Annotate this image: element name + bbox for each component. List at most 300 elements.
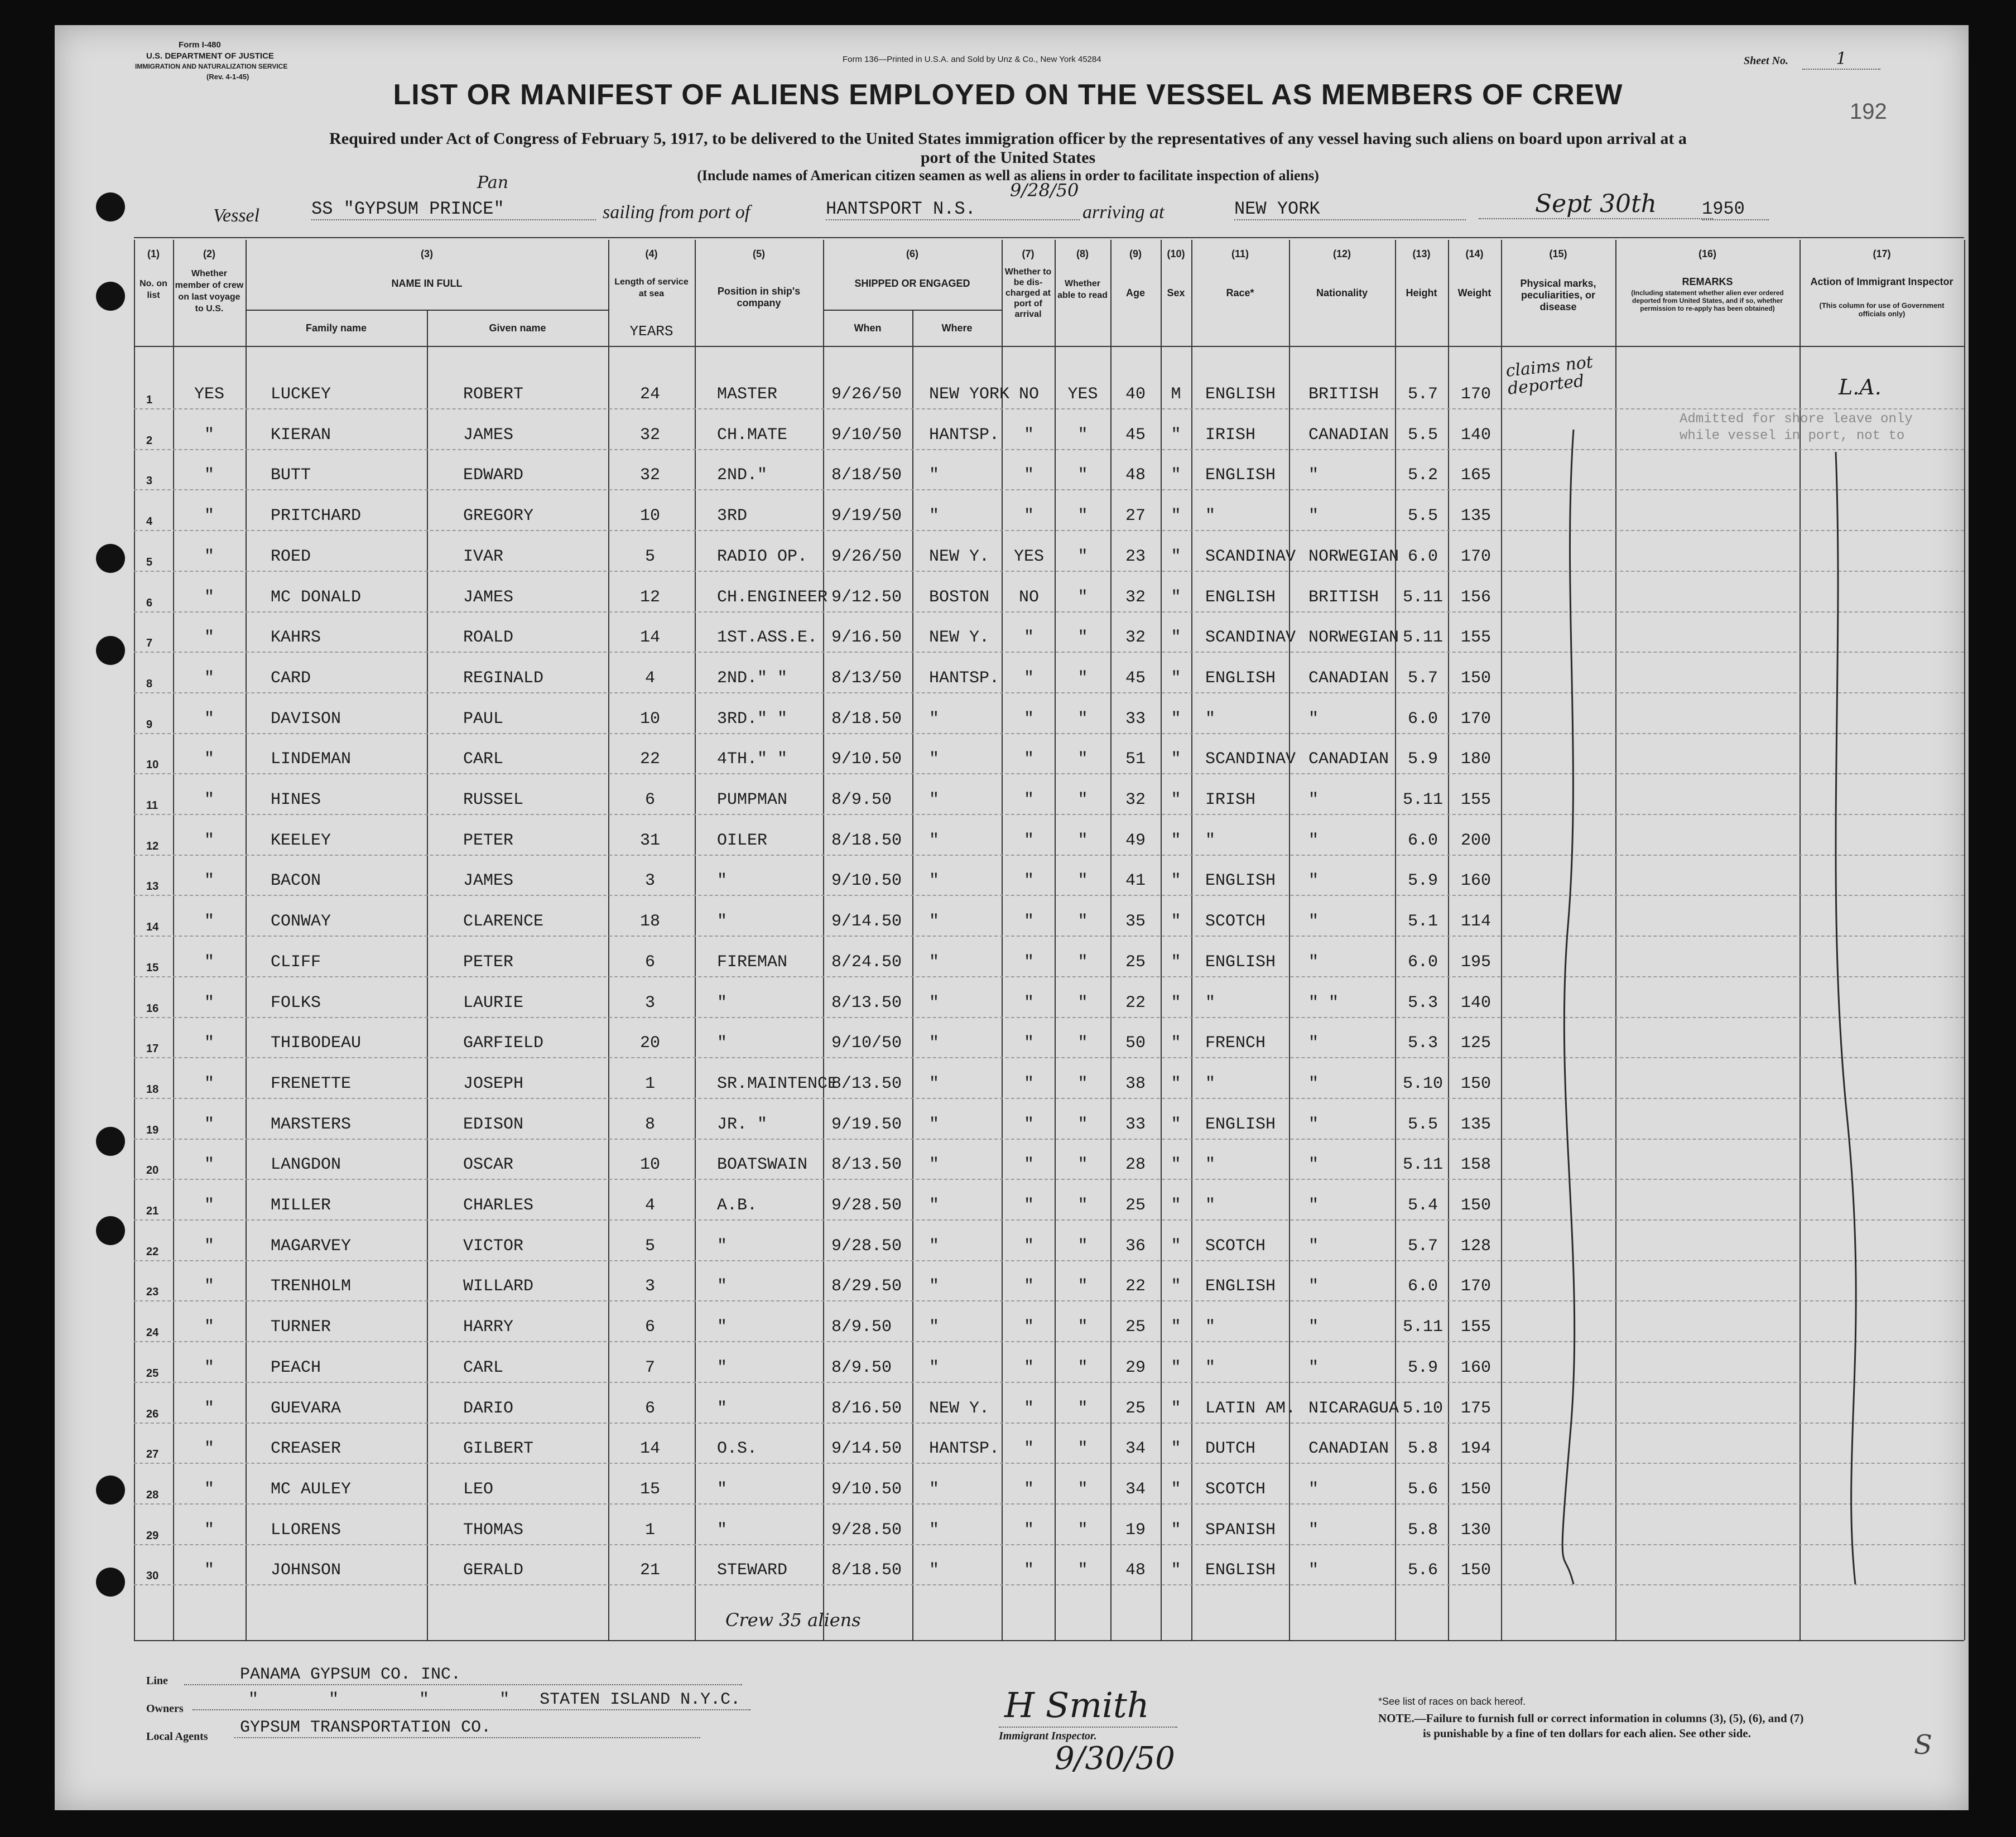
cell-nationality: NORWEGIAN	[1308, 628, 1399, 648]
cell-family: TRENHOLM	[271, 1277, 352, 1296]
cell-sex: "	[1171, 831, 1181, 850]
cell-position: 2ND." "	[717, 668, 788, 688]
cell-weight: 200	[1460, 831, 1491, 850]
cell-prev: "	[204, 1034, 214, 1053]
cell-when: 8/13.50	[831, 1155, 902, 1175]
row-divider	[134, 1463, 1964, 1464]
cell-position: "	[717, 871, 728, 891]
subtitle-2: port of the United States	[920, 148, 1096, 167]
cell-given: REGINALD	[463, 668, 544, 688]
col-header-name: NAME IN FULL	[391, 278, 463, 289]
cell-read: "	[1077, 871, 1088, 891]
cell-height: 6.0	[1407, 952, 1438, 972]
physical-marks-note: claims not deported	[1504, 352, 1594, 399]
cell-race: "	[1205, 1155, 1216, 1175]
page-title: LIST OR MANIFEST OF ALIENS EMPLOYED ON THE VESSEL AS MEMBERS OF CREW	[393, 79, 1623, 111]
cell-where: "	[929, 952, 940, 972]
cell-nationality: " "	[1308, 993, 1339, 1012]
row-divider	[134, 1341, 1964, 1342]
cell-years: 3	[644, 993, 655, 1012]
cell-height: 5.8	[1407, 1439, 1438, 1459]
row-divider	[134, 936, 1964, 937]
cell-years: 5	[644, 1236, 655, 1256]
cell-when: 8/13.50	[831, 1074, 902, 1093]
cell-sex: "	[1171, 1115, 1181, 1134]
cell-nationality: "	[1308, 709, 1319, 729]
vessel-label: Vessel	[213, 205, 260, 226]
row-divider	[134, 1260, 1964, 1261]
cell-sex: "	[1171, 993, 1181, 1012]
cell-when: 9/19.50	[831, 1115, 902, 1134]
cell-years: 6	[644, 1399, 655, 1418]
cell-read: "	[1077, 1196, 1088, 1215]
row-divider	[134, 976, 1964, 977]
cell-years: 14	[639, 1439, 660, 1459]
cell-race: LATIN AM.	[1205, 1399, 1296, 1418]
cell-years: 20	[639, 1034, 660, 1053]
cell-read: "	[1077, 1358, 1088, 1377]
col-number-6: (6)	[906, 248, 918, 259]
cell-where: "	[929, 1318, 940, 1337]
local-agents-value: GYPSUM TRANSPORTATION CO.	[234, 1718, 700, 1738]
cell-when: 8/18.50	[831, 709, 902, 729]
cell-age: 25	[1125, 952, 1146, 972]
row-divider	[134, 1584, 1964, 1585]
cell-position: "	[717, 1399, 728, 1418]
cell-read: "	[1077, 1236, 1088, 1256]
cell-race: "	[1205, 1358, 1216, 1377]
row-number: 7	[146, 637, 153, 650]
cell-years: 6	[644, 790, 655, 809]
cell-position: STEWARD	[717, 1561, 788, 1580]
cell-age: 25	[1125, 1196, 1146, 1215]
cell-height: 5.3	[1407, 1034, 1438, 1053]
cell-weight: 170	[1460, 547, 1491, 566]
cell-discharge: "	[1023, 1074, 1034, 1093]
remarks-stamp-1: Admitted for shore leave only	[1680, 412, 1913, 427]
cell-where: "	[929, 1034, 940, 1053]
cell-sex: "	[1171, 1155, 1181, 1175]
cell-age: 36	[1125, 1236, 1146, 1256]
cell-given: CARL	[463, 1358, 504, 1377]
printer-credit: Form 136—Printed in U.S.A. and Sold by Unz & Co., New York 45284	[843, 55, 1101, 64]
cell-race: SCOTCH	[1205, 1479, 1266, 1499]
cell-where: "	[929, 1561, 940, 1580]
cell-position: 2ND."	[717, 466, 768, 485]
cell-when: 8/16.50	[831, 1399, 902, 1418]
row-number: 9	[146, 718, 153, 731]
cell-prev: "	[204, 1318, 214, 1337]
cell-nationality: CANADIAN	[1308, 1439, 1389, 1459]
cell-weight: 135	[1460, 1115, 1491, 1134]
cell-given: GERALD	[463, 1561, 524, 1580]
row-number: 2	[146, 434, 153, 447]
owners-label: Owners	[146, 1703, 184, 1715]
row-number: 14	[146, 921, 159, 934]
signed-date: 9/30/50	[1055, 1740, 1175, 1777]
cell-age: 34	[1125, 1479, 1146, 1499]
row-number: 1	[146, 394, 153, 406]
cell-read: "	[1077, 507, 1088, 526]
cell-where: "	[929, 466, 940, 485]
cell-height: 5.4	[1407, 1196, 1438, 1215]
cell-height: 5.10	[1402, 1074, 1443, 1093]
cell-given: PETER	[463, 831, 514, 850]
revision: (Rev. 4-1-45)	[206, 73, 249, 81]
row-divider	[134, 1300, 1964, 1301]
cell-prev: "	[204, 750, 214, 769]
cell-nationality: "	[1308, 466, 1319, 485]
punch-hole	[96, 192, 125, 221]
cell-nationality: "	[1308, 1155, 1319, 1175]
cell-height: 6.0	[1407, 1277, 1438, 1296]
cell-given: IVAR	[463, 547, 504, 566]
row-number: 10	[146, 759, 159, 772]
row-divider	[134, 895, 1964, 896]
col-header-family-name: Family name	[305, 322, 367, 334]
cell-given: THOMAS	[463, 1520, 524, 1540]
row-number: 12	[146, 840, 159, 852]
cell-read: "	[1077, 628, 1088, 648]
row-divider	[134, 652, 1964, 653]
cell-where: "	[929, 1236, 940, 1256]
cell-discharge: YES	[1013, 547, 1044, 566]
arriving-label: arriving at	[1082, 202, 1165, 223]
cell-race: ENGLISH	[1205, 952, 1276, 972]
cell-position: CH.MATE	[717, 425, 788, 445]
cell-height: 5.11	[1402, 628, 1443, 648]
cell-age: 45	[1125, 425, 1146, 445]
cell-read: "	[1077, 1318, 1088, 1337]
cell-position: 3RD	[717, 507, 748, 526]
col-number-15: (15)	[1549, 248, 1567, 259]
cell-family: CONWAY	[271, 912, 331, 932]
cell-years: 15	[639, 1479, 660, 1499]
col-number-8: (8)	[1076, 248, 1089, 259]
cell-weight: 150	[1460, 1561, 1491, 1580]
cell-weight: 194	[1460, 1439, 1491, 1459]
cell-race: ENGLISH	[1205, 587, 1276, 607]
cell-discharge: "	[1023, 1196, 1034, 1215]
cell-weight: 114	[1460, 912, 1491, 932]
cell-when: 9/28.50	[831, 1520, 902, 1540]
cell-sex: "	[1171, 1074, 1181, 1093]
row-number: 25	[146, 1367, 159, 1380]
cell-race: ENGLISH	[1205, 466, 1276, 485]
cell-sex: "	[1171, 425, 1181, 445]
cell-age: 49	[1125, 831, 1146, 850]
col-header-physical-marks: Physical marks, peculiarities, or disease	[1520, 278, 1596, 312]
cell-read: "	[1077, 790, 1088, 809]
row-number: 22	[146, 1245, 159, 1258]
cell-years: 1	[644, 1074, 655, 1093]
cell-read: "	[1077, 993, 1088, 1012]
cell-read: "	[1077, 668, 1088, 688]
cell-weight: 170	[1460, 385, 1491, 404]
cell-weight: 140	[1460, 425, 1491, 445]
row-number: 26	[146, 1407, 159, 1420]
cell-nationality: "	[1308, 1479, 1319, 1499]
punch-hole	[96, 636, 125, 665]
cell-race: ENGLISH	[1205, 1277, 1276, 1296]
cell-read: "	[1077, 547, 1088, 566]
cell-years: 4	[644, 1196, 655, 1215]
cell-sex: "	[1171, 1034, 1181, 1053]
cell-age: 38	[1125, 1074, 1146, 1093]
row-divider	[134, 1017, 1964, 1018]
header-bottom-rule	[134, 346, 1964, 347]
cell-given: OSCAR	[463, 1155, 514, 1175]
cell-position: MASTER	[717, 385, 778, 404]
cell-sex: "	[1171, 912, 1181, 932]
cell-sex: M	[1171, 385, 1181, 404]
cell-family: MAGARVEY	[271, 1236, 352, 1256]
cell-read: "	[1077, 1399, 1088, 1418]
cell-sex: "	[1171, 1479, 1181, 1499]
cell-family: MC DONALD	[271, 587, 362, 607]
cell-weight: 150	[1460, 1196, 1491, 1215]
cell-prev: "	[204, 709, 214, 729]
sheet-label: Sheet No.	[1744, 55, 1788, 67]
col-number-9: (9)	[1129, 248, 1142, 259]
cell-given: PETER	[463, 952, 514, 972]
cell-sex: "	[1171, 507, 1181, 526]
cell-given: PAUL	[463, 709, 504, 729]
cell-position: BOATSWAIN	[717, 1155, 808, 1175]
service: IMMIGRATION AND NATURALIZATION SERVICE	[135, 62, 288, 70]
vessel-annotation: Pan	[477, 173, 509, 192]
cell-age: 29	[1125, 1358, 1146, 1377]
cell-read: "	[1077, 1155, 1088, 1175]
cell-weight: 158	[1460, 1155, 1491, 1175]
cell-weight: 140	[1460, 993, 1491, 1012]
cell-weight: 155	[1460, 790, 1491, 809]
cell-position: "	[717, 993, 728, 1012]
cell-nationality: CANADIAN	[1308, 425, 1389, 445]
cell-years: 32	[639, 466, 660, 485]
row-divider	[134, 1179, 1964, 1180]
cell-height: 5.5	[1407, 425, 1438, 445]
remarks-stamp-2: while vessel in port, not to	[1680, 428, 1905, 443]
cell-age: 19	[1125, 1520, 1146, 1540]
cell-weight: 128	[1460, 1236, 1491, 1256]
sailing-date: 9/28/50	[1010, 180, 1079, 201]
cell-read: "	[1077, 425, 1088, 445]
row-divider	[134, 814, 1964, 815]
cell-position: SR.MAINTENCE	[717, 1074, 838, 1093]
cell-discharge: "	[1023, 1034, 1034, 1053]
cell-discharge: "	[1023, 466, 1034, 485]
cell-sex: "	[1171, 1399, 1181, 1418]
cell-where: "	[929, 1155, 940, 1175]
cell-where: BOSTON	[929, 587, 990, 607]
cell-where: "	[929, 507, 940, 526]
cell-years: 10	[639, 1155, 660, 1175]
cell-discharge: "	[1023, 1318, 1034, 1337]
cell-prev: "	[204, 1074, 214, 1093]
cell-years: 4	[644, 668, 655, 688]
cell-read: "	[1077, 831, 1088, 850]
cell-when: 8/13.50	[831, 993, 902, 1012]
cell-years: 6	[644, 1318, 655, 1337]
cell-age: 50	[1125, 1034, 1146, 1053]
cell-race: "	[1205, 1318, 1216, 1337]
cell-given: GARFIELD	[463, 1034, 544, 1053]
cell-where: "	[929, 1115, 940, 1134]
fine-note-1: NOTE.—Failure to furnish full or correct information in columns (3), (5), (6), and (7)	[1378, 1711, 1804, 1725]
cell-discharge: "	[1023, 750, 1034, 769]
punch-hole	[96, 1476, 125, 1505]
cell-discharge: "	[1023, 993, 1034, 1012]
col-number-7: (7)	[1022, 248, 1035, 259]
cell-age: 25	[1125, 1399, 1146, 1418]
cell-race: SCANDINAV	[1205, 547, 1296, 566]
cell-prev: "	[204, 1561, 214, 1580]
cell-nationality: "	[1308, 1196, 1319, 1215]
cell-prev: "	[204, 1479, 214, 1499]
cell-nationality: "	[1308, 1520, 1319, 1540]
cell-discharge: "	[1023, 1561, 1034, 1580]
cell-family: MARSTERS	[271, 1115, 352, 1134]
cell-height: 5.9	[1407, 871, 1438, 891]
cell-years: 24	[639, 385, 660, 404]
cell-position: CH.ENGINEER	[717, 587, 828, 607]
row-divider	[134, 773, 1964, 774]
cell-weight: 155	[1460, 628, 1491, 648]
fine-note-2: is punishable by a fine of ten dollars for each alien. See other side.	[1423, 1727, 1751, 1740]
cell-discharge: "	[1023, 1236, 1034, 1256]
cell-nationality: NICARAGUA	[1308, 1399, 1399, 1418]
cell-family: LLORENS	[271, 1520, 341, 1540]
cell-family: JOHNSON	[271, 1561, 341, 1580]
cell-family: THIBODEAU	[271, 1034, 362, 1053]
row-divider	[134, 1057, 1964, 1058]
col-number-5: (5)	[753, 248, 765, 259]
punch-hole	[96, 1127, 125, 1156]
cell-position: "	[717, 1479, 728, 1499]
cell-height: 5.6	[1407, 1561, 1438, 1580]
cell-given: EDWARD	[463, 466, 524, 485]
col-number-2: (2)	[203, 248, 215, 259]
cell-where: NEW Y.	[929, 547, 990, 566]
cell-nationality: "	[1308, 507, 1319, 526]
row-divider	[134, 611, 1964, 613]
cell-age: 32	[1125, 628, 1146, 648]
col-header-age: Age	[1125, 287, 1145, 298]
cell-given: WILLARD	[463, 1277, 534, 1296]
col-header-shipped: SHIPPED OR ENGAGED	[854, 278, 970, 289]
cell-years: 7	[644, 1358, 655, 1377]
cell-when: 8/18.50	[831, 1561, 902, 1580]
cell-nationality: "	[1308, 790, 1319, 809]
cell-race: SCANDINAV	[1205, 628, 1296, 648]
row-number: 27	[146, 1448, 159, 1461]
cell-height: 5.5	[1407, 1115, 1438, 1134]
cell-sex: "	[1171, 1196, 1181, 1215]
cell-age: 33	[1125, 1115, 1146, 1134]
cell-weight: 170	[1460, 709, 1491, 729]
stamp-number: 192	[1850, 99, 1887, 124]
cell-prev: "	[204, 871, 214, 891]
cell-family: LINDEMAN	[271, 750, 352, 769]
col-header-when: When	[854, 322, 882, 334]
cell-race: SCANDINAV	[1205, 750, 1296, 769]
cell-family: KIERAN	[271, 425, 331, 445]
row-number: 21	[146, 1205, 159, 1217]
cell-where: HANTSP.	[929, 1439, 1000, 1459]
arrival-year: 1950	[1702, 199, 1769, 220]
cell-prev: "	[204, 507, 214, 526]
cell-sex: "	[1171, 1277, 1181, 1296]
cell-where: "	[929, 993, 940, 1012]
cell-read: "	[1077, 587, 1088, 607]
cell-discharge: "	[1023, 1399, 1034, 1418]
cell-age: 28	[1125, 1155, 1146, 1175]
cell-prev: "	[204, 425, 214, 445]
cell-family: DAVISON	[271, 709, 341, 729]
cell-position: 4TH." "	[717, 750, 788, 769]
cell-race: SCOTCH	[1205, 1236, 1266, 1256]
cell-height: 5.6	[1407, 1479, 1438, 1499]
cell-height: 5.9	[1407, 1358, 1438, 1377]
cell-given: DARIO	[463, 1399, 514, 1418]
cell-prev: "	[204, 790, 214, 809]
cell-family: KAHRS	[271, 628, 321, 648]
cell-when: 8/13/50	[831, 668, 902, 688]
row-divider	[134, 733, 1964, 734]
cell-nationality: "	[1308, 1277, 1319, 1296]
cell-height: 5.8	[1407, 1520, 1438, 1540]
cell-nationality: "	[1308, 871, 1319, 891]
cell-age: 32	[1125, 790, 1146, 809]
cell-years: 3	[644, 871, 655, 891]
cell-family: KEELEY	[271, 831, 331, 850]
cell-weight: 135	[1460, 507, 1491, 526]
cell-height: 5.10	[1402, 1399, 1443, 1418]
cell-discharge: NO	[1018, 385, 1039, 404]
cell-height: 5.9	[1407, 750, 1438, 769]
cell-position: JR. "	[717, 1115, 768, 1134]
cell-position: PUMPMAN	[717, 790, 788, 809]
cell-position: 3RD." "	[717, 709, 788, 729]
cell-given: CHARLES	[463, 1196, 534, 1215]
punch-hole	[96, 1568, 125, 1597]
cell-when: 8/24.50	[831, 952, 902, 972]
cell-discharge: "	[1023, 1520, 1034, 1540]
cell-where: "	[929, 871, 940, 891]
cell-given: JOSEPH	[463, 1074, 524, 1093]
cell-family: FRENETTE	[271, 1074, 352, 1093]
row-number: 23	[146, 1286, 159, 1299]
cell-nationality: "	[1308, 1358, 1319, 1377]
cell-weight: 156	[1460, 587, 1491, 607]
col-header-where: Where	[941, 322, 973, 334]
cell-position: "	[717, 1520, 728, 1540]
vessel-name: SS "GYPSUM PRINCE"	[311, 199, 596, 220]
col-header-race: Race*	[1226, 287, 1254, 298]
cell-family: LANGDON	[271, 1155, 341, 1175]
cell-race: "	[1205, 507, 1216, 526]
cell-prev: "	[204, 628, 214, 648]
row-number: 4	[146, 515, 153, 528]
cell-where: HANTSP.	[929, 668, 1000, 688]
cell-family: CREASER	[271, 1439, 341, 1459]
cell-race: IRISH	[1205, 425, 1256, 445]
row-number: 20	[146, 1164, 159, 1177]
cell-given: ROBERT	[463, 385, 524, 404]
col-header-nationality: Nationality	[1316, 287, 1368, 298]
cell-sex: "	[1171, 466, 1181, 485]
